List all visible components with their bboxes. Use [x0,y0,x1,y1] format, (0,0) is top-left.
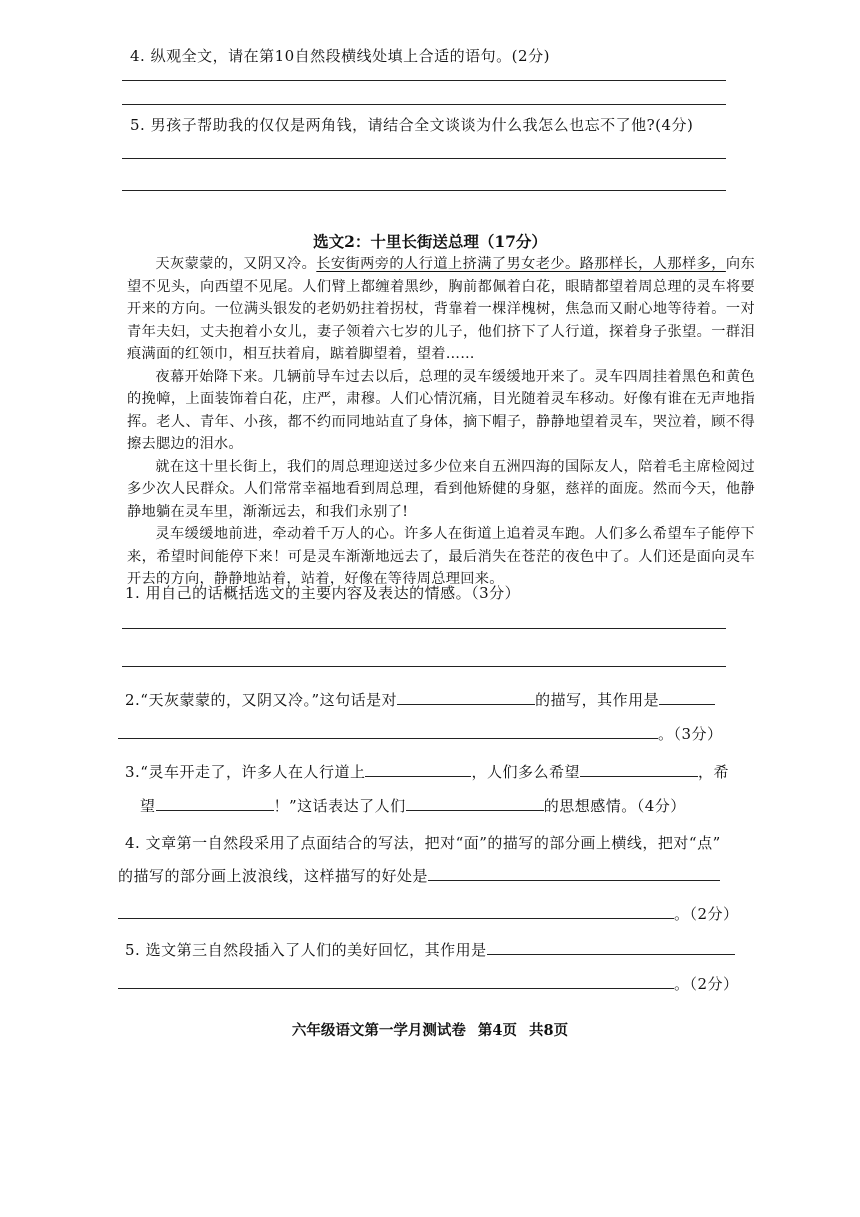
p1-opening: 天灰蒙蒙的，又阴又冷。 [155,256,317,272]
q4-score: 。（2分） [674,905,739,923]
footer-exam-name: 六年级语文第一学月测试卷 [291,1022,466,1039]
q5-blank-1[interactable] [487,938,735,955]
answer-line [122,190,726,191]
q3-score: 的思想感情。（4分） [543,797,686,815]
question-4-cont-2 [118,902,739,924]
footer-total-pages: 共8页 [529,1022,569,1039]
q2-text: 2.“天灰蒙蒙的，又阴又冷。”这句话是对 [125,691,398,709]
question-3 [125,760,729,782]
passage-paragraph-2: 夜幕开始降下来。几辆前导车过去以后，总理的灵车缓缓地开来了。灵车四周挂着黑色和黄色的挽幛，上面装饰着白花，庄严，肃穆。人们心情沉痛，目光随着灵车移动。好像有谁在无声地指挥。老人、青年、小孩，都不约而同地站直了身体，摘下帽子，静静地望着灵车，哭泣着，顾不得擦去腮边的泪水。 [127,368,755,452]
q2-blank-1[interactable] [397,688,535,705]
q3-text: ！”这话表达了人们 [273,797,406,815]
passage-title: 选文2：十里长街送总理（17分） [313,232,547,251]
q3-text: ，希 [698,763,730,781]
page-footer [0,1019,860,1040]
footer-page-number: 第4页 [477,1022,517,1039]
q2-blank-3[interactable] [118,722,658,739]
question-3-cont [140,794,686,816]
q4-text: 的描写的部分画上波浪线，这样描写的好处是 [118,867,429,885]
q3-text: ，人们多么希望 [471,763,580,781]
question-4-cont [118,864,720,886]
question-2-cont [118,722,723,744]
prev-question-4: 4. 纵观全文，请在第10自然段横线处填上合适的语句。(2分) [130,47,550,65]
q3-blank-4[interactable] [406,794,544,811]
passage-paragraph-3: 就在这十里长街上，我们的周总理迎送过多少位来自五洲四海的国际友人，陪着毛主席检阅过多少次人民群众。人们常常幸福地看到周总理，看到他矫健的身躯，慈祥的面庞。然而今天，他静静地躺在灵车里，渐渐远去，和我们永别了! [127,458,755,520]
question-1: 1. 用自己的话概括选文的主要内容及表达的情感。（3分） [125,584,521,602]
q2-score: 。（3分） [658,725,723,743]
answer-line [122,80,726,81]
q3-blank-2[interactable] [580,760,698,777]
q2-text: 的描写，其作用是 [535,691,660,709]
answer-line [122,666,726,667]
p1-underlined-surface: 长安街两旁的人行道上挤满了男女老少。路那样长，人那样多， [316,256,726,272]
q5-score: 。（2分） [674,975,739,993]
passage-body [127,253,755,591]
q3-text: 望 [140,797,156,815]
answer-line [122,158,726,159]
q3-blank-3[interactable] [156,794,274,811]
q4-blank-2[interactable] [118,902,674,919]
p1-text-rest: 人们臂上都缠着黑纱，胸前都佩着白花，眼睛都望着周总理的灵车将要开来的方向。一位满头银发的老奶奶拄着拐杖，背靠着一棵洋槐树，焦急而又耐心地等待着。一对青年夫妇，丈夫抱着小女儿，妻子领着六七岁的儿子，他们挤下了人行道，探着身子张望。一群泪痕满面的红领巾，相互扶着肩，踮着脚望着，望着…… [127,278,755,362]
prev-question-5: 5. 男孩子帮助我的仅仅是两角钱，请结合全文谈谈为什么我怎么也忘不了他?(4分) [130,116,694,134]
question-5-cont [118,972,739,994]
q5-text: 5. 选文第三自然段插入了人们的美好回忆，其作用是 [125,941,487,959]
p1-text: 向东望不见头，向西望不见尾。 [127,256,755,295]
q3-text: 3.“灵车开走了，许多人在人行道上 [125,763,366,781]
passage-paragraph-1 [127,253,755,366]
question-5 [125,938,735,960]
q5-blank-2[interactable] [118,972,674,989]
answer-line [122,628,726,629]
q3-blank-1[interactable] [365,760,471,777]
passage-paragraph-4: 灵车缓缓地前进，牵动着千万人的心。许多人在街道上追着灵车跑。人们多么希望车子能停下来，希望时间能停下来！可是灵车渐渐地远去了，最后消失在苍茫的夜色中了。人们还是面向灵车开去的方向，静静地站着，站着，好像在等待周总理回来。 [127,526,755,587]
answer-line [122,104,726,105]
q4-blank-1[interactable] [428,864,720,881]
question-4: 4. 文章第一自然段采用了点面结合的写法，把对“面”的描写的部分画上横线，把对“点” [125,834,721,852]
question-2 [125,688,715,710]
q2-blank-2[interactable] [659,688,715,705]
